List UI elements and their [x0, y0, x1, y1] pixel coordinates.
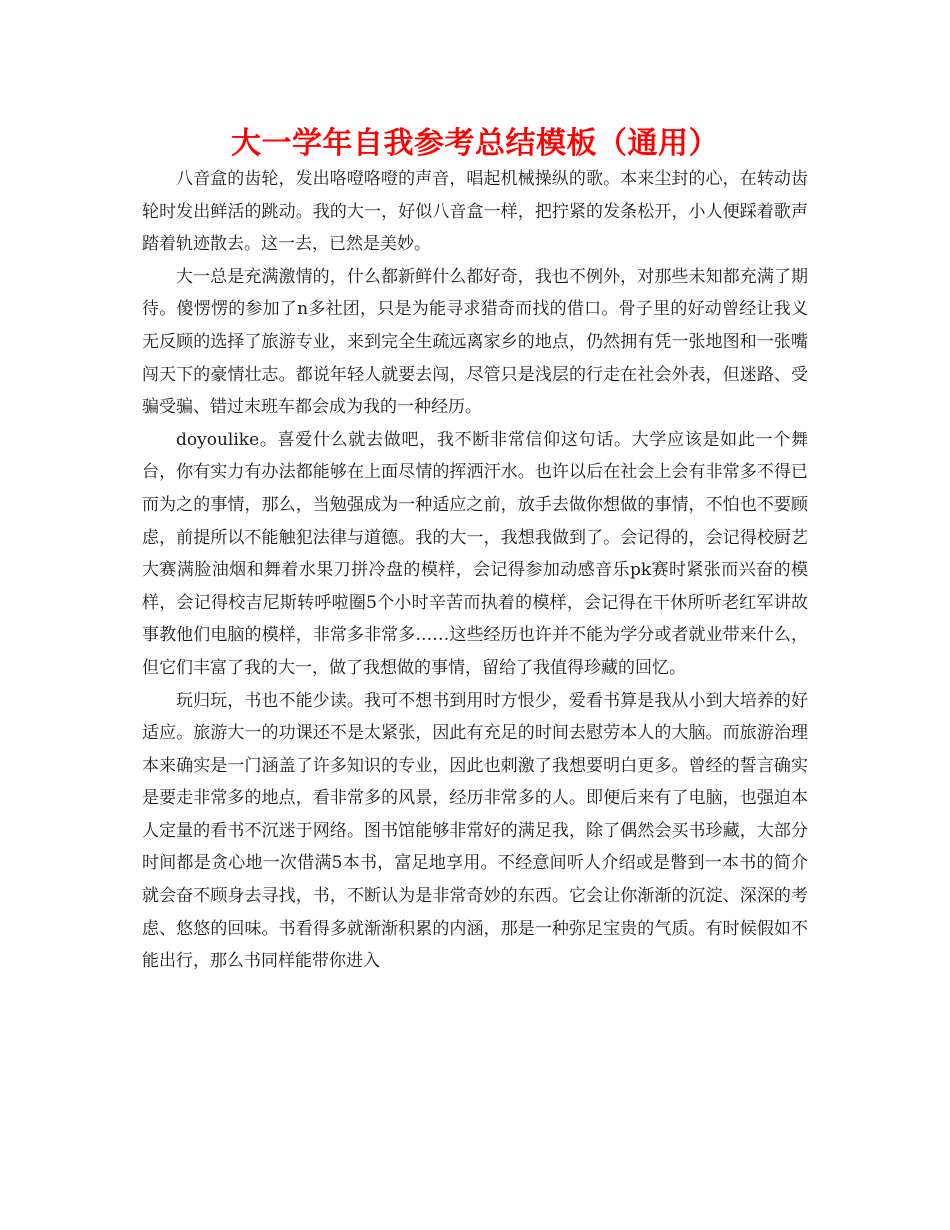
paragraph: 大一总是充满激情的，什么都新鲜什么都好奇，我也不例外，对那些未知都充满了期待。傻愣愣的参加了n多社团，只是为能寻求猎奇而找的借口。骨子里的好动曾经让我义无反顾的选择了旅游专业，来到完全生疏远离家乡的地点，仍然拥有凭一张地图和一张嘴闯天下的豪情壮志。都说年轻人就要去闯，尽管只是浅层的行走在社会外表，但迷路、受骗受骗、错过末班车都会成为我的一种经历。	[142, 266, 808, 418]
paragraph: doyoulike。喜爱什么就去做吧，我不断非常信仰这句话。大学应该是如此一个舞台，你有实力有办法都能够在上面尽情的挥洒汗水。也许以后在社会上会有非常多不得已而为之的事情，那么，当勉强成为一种适应之前，放手去做你想做的事情，不怕也不要顾虑，前提所以不能触犯法律与道德。我的大一，我想我做到了。会记得的，会记得校厨艺大赛满脸油烟和舞着水果刀拼冷盘的模样，会记得参加动感音乐pk赛时紧张而兴奋的模样，会记得校吉尼斯转呼啦圈5个小时辛苦而执着的模样，会记得在干休所听老红军讲故事教他们电脑的模样，非常多非常多……这些经历也许并不能为学分或者就业带来什么，但它们丰富了我的大一，做了我想做的事情，留给了我值得珍藏的回忆。	[142, 429, 808, 678]
paragraph: 八音盒的齿轮，发出咯噔咯噔的声音，唱起机械操纵的歌。本来尘封的心，在转动齿轮时发出鲜活的跳动。我的大一，好似八音盒一样，把拧紧的发条松开，小人便踩着歌声踏着轨迹散去。这一去，已然是美妙。	[142, 169, 808, 255]
document-title: 大一学年自我参考总结模板（通用）	[231, 126, 719, 161]
document-body	[142, 163, 808, 978]
paragraph: 玩归玩，书也不能少读。我可不想书到用时方恨少，爱看书算是我从小到大培养的好适应。旅游大一的功课还不是太紧张，因此有充足的时间去慰劳本人的大脑。而旅游治理本来确实是一门涵盖了许多知识的专业，因此也刺激了我想要明白更多。曾经的誓言确实是要走非常多的地点，看非常多的风景，经历非常多的人。即便后来有了电脑，也强迫本人定量的看书不沉迷于网络。图书馆能够非常好的满足我，除了偶然会买书珍藏，大部分时间都是贪心地一次借满5本书，富足地享用。不经意间听人介绍或是瞥到一本书的简介就会奋不顾身去寻找，书，不断认为是非常奇妙的东西。它会让你渐渐的沉淀、深深的考虑、悠悠的回味。书看得多就渐渐积累的内涵，那是一种弥足宝贵的气质。有时候假如不能出行，那么书同样能带你进入	[142, 690, 808, 972]
